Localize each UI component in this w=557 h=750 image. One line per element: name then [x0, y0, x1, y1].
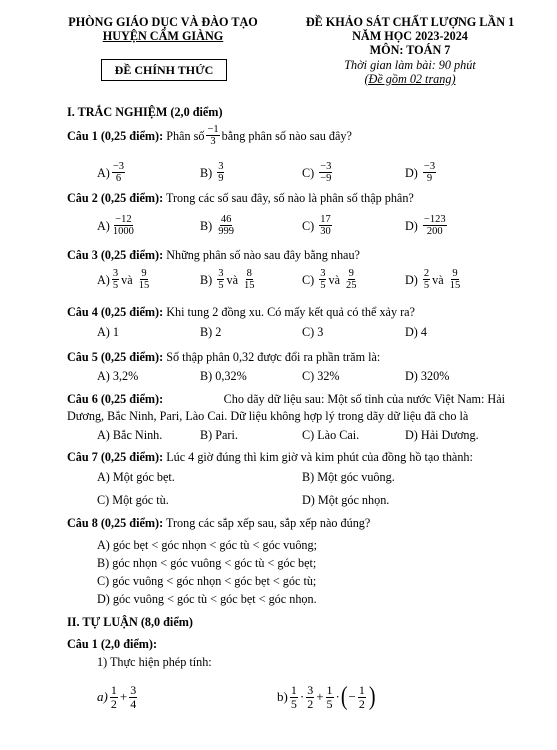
fraction: $\frac{-1}{3}$ [207, 124, 219, 148]
question-text: Trong các số sau đây, số nào là phân số thập phân? [165, 191, 414, 205]
page-count: (Đề gồm 02 trang) [364, 72, 456, 86]
question-text: Phân số [166, 128, 205, 143]
option-d[interactable]: D) 4 [405, 325, 428, 339]
option-b[interactable]: B) 0,32% [200, 369, 247, 383]
question-6 [67, 392, 505, 406]
question-1 [67, 124, 352, 147]
question-8 [67, 516, 370, 530]
official-exam-box: ĐỀ CHÍNH THỨC [101, 59, 227, 81]
question-text: Những phân số nào sau đây bằng nhau? [166, 248, 360, 262]
option-d[interactable]: D) Một góc nhọn. [302, 493, 390, 507]
dept-name: PHÒNG GIÁO DỤC VÀ ĐÀO TẠO [68, 15, 258, 29]
option-b[interactable]: B) Một góc vuông. [302, 470, 395, 484]
option-b[interactable]: B) 2 [200, 325, 222, 339]
question-label: Câu 4 (0,25 điểm): [67, 305, 164, 319]
section-2-title: II. TỰ LUẬN (8,0 điểm) [67, 615, 193, 629]
district-name: HUYỆN CẨM GIÀNG [102, 29, 224, 43]
option-a[interactable]: A) $\frac{3}{5}$ và $\frac{9}{15}$ [97, 268, 150, 292]
expression-b: b) $\frac{1}{5}$ · $\frac{3}{2}$ + $\frac{1}{5}$ · ( − $\frac{1}{2}$ ) [277, 682, 376, 711]
question-label: Câu 1 (0,25 điểm): [67, 128, 164, 143]
time-allowed: Thời gian làm bài: 90 phút [344, 58, 476, 72]
option-b[interactable]: B) $\frac{3}{9}$ [200, 161, 224, 185]
option-b[interactable]: B) góc nhọn < góc vuông < góc tù < góc bẹt; [97, 556, 317, 570]
option-a[interactable]: A) $\frac{-3}{6}$ [97, 161, 125, 185]
question-7 [67, 450, 473, 464]
option-c[interactable]: C) góc vuông < góc nhọn < góc bẹt < góc tù; [97, 574, 317, 588]
option-d[interactable]: D) $\frac{-123}{200}$ [405, 214, 446, 238]
question-label: Câu 5 (0,25 điểm): [67, 350, 164, 364]
school-year: NĂM HỌC 2023-2024 [352, 29, 468, 43]
option-c[interactable]: C) 32% [302, 369, 340, 383]
option-a[interactable]: A) Một góc bẹt. [97, 470, 175, 484]
option-a[interactable]: A) 1 [97, 325, 120, 339]
question-text: Cho dãy dữ liệu sau: Một số tỉnh của nước Việt Nam: Hải [223, 392, 505, 406]
option-c[interactable]: C) $\frac{17}{30}$ [302, 214, 331, 238]
option-d[interactable]: D) $\frac{2}{5}$ và $\frac{9}{15}$ [405, 268, 461, 292]
option-a[interactable]: A) 3,2% [97, 369, 139, 383]
question-3 [67, 248, 360, 262]
option-c[interactable]: C) Một góc tù. [97, 493, 169, 507]
option-d[interactable]: D) 320% [405, 369, 450, 383]
question-2 [67, 191, 414, 205]
expression-a: a) $\frac{1}{2}$ + $\frac{3}{4}$ [97, 683, 137, 711]
question-6-text-line2: Dương, Bắc Ninh, Pari, Lào Cai. Dữ liệu không hợp lý trong dãy dữ liệu đã cho là [67, 409, 469, 423]
question-label: Câu 8 (0,25 điểm): [67, 516, 164, 530]
question-label: Câu 2 (0,25 điểm): [67, 191, 164, 205]
subject: MÔN: TOÁN 7 [369, 43, 451, 57]
option-c[interactable]: C) $\frac{3}{5}$ và $\frac{9}{25}$ [302, 268, 357, 292]
option-b[interactable]: B) $\frac{3}{5}$ và $\frac{8}{15}$ [200, 268, 255, 292]
essay-1-instruction: 1) Thực hiện phép tính: [97, 655, 212, 669]
question-text: Trong các sắp xếp sau, sắp xếp nào đúng? [165, 516, 371, 530]
option-d[interactable]: D) $\frac{-3}{9}$ [405, 161, 436, 185]
question-4 [67, 305, 415, 319]
option-c[interactable]: C) $\frac{-3}{-9}$ [302, 161, 332, 185]
option-a[interactable]: A) $\frac{-12}{1000}$ [97, 214, 134, 238]
option-b[interactable]: B) $\frac{46}{999}$ [200, 214, 234, 238]
essay-1-label: Câu 1 (2,0 điểm): [67, 637, 158, 651]
question-label: Câu 6 (0,25 điểm): [67, 392, 164, 406]
question-label: Câu 3 (0,25 điểm): [67, 248, 164, 262]
option-d[interactable]: D) Hải Dương. [405, 428, 479, 442]
option-a[interactable]: A) Bắc Ninh. [97, 428, 163, 442]
exam-title: ĐỀ KHẢO SÁT CHẤT LƯỢNG LẦN 1 [305, 15, 515, 29]
question-text: bằng phân số nào sau đây? [221, 128, 352, 143]
option-d[interactable]: D) góc vuông < góc tù < góc bẹt < góc nhọn. [97, 592, 317, 606]
option-c[interactable]: C) Lào Cai. [302, 428, 360, 442]
option-b[interactable]: B) Pari. [200, 428, 238, 442]
question-text: Số thập phân 0,32 được đổi ra phần trăm là: [166, 350, 381, 364]
question-label: Câu 7 (0,25 điểm): [67, 450, 164, 464]
section-1-title: I. TRẮC NGHIỆM (2,0 điểm) [67, 105, 223, 119]
question-text: Lúc 4 giờ đúng thì kim giờ và kim phút của đồng hồ tạo thành: [166, 450, 473, 464]
question-text: Khi tung 2 đồng xu. Có mấy kết quả có thể xảy ra? [166, 305, 415, 319]
question-5 [67, 350, 380, 364]
option-a[interactable]: A) góc bẹt < góc nhọn < góc tù < góc vuông; [97, 538, 317, 552]
option-c[interactable]: C) 3 [302, 325, 324, 339]
